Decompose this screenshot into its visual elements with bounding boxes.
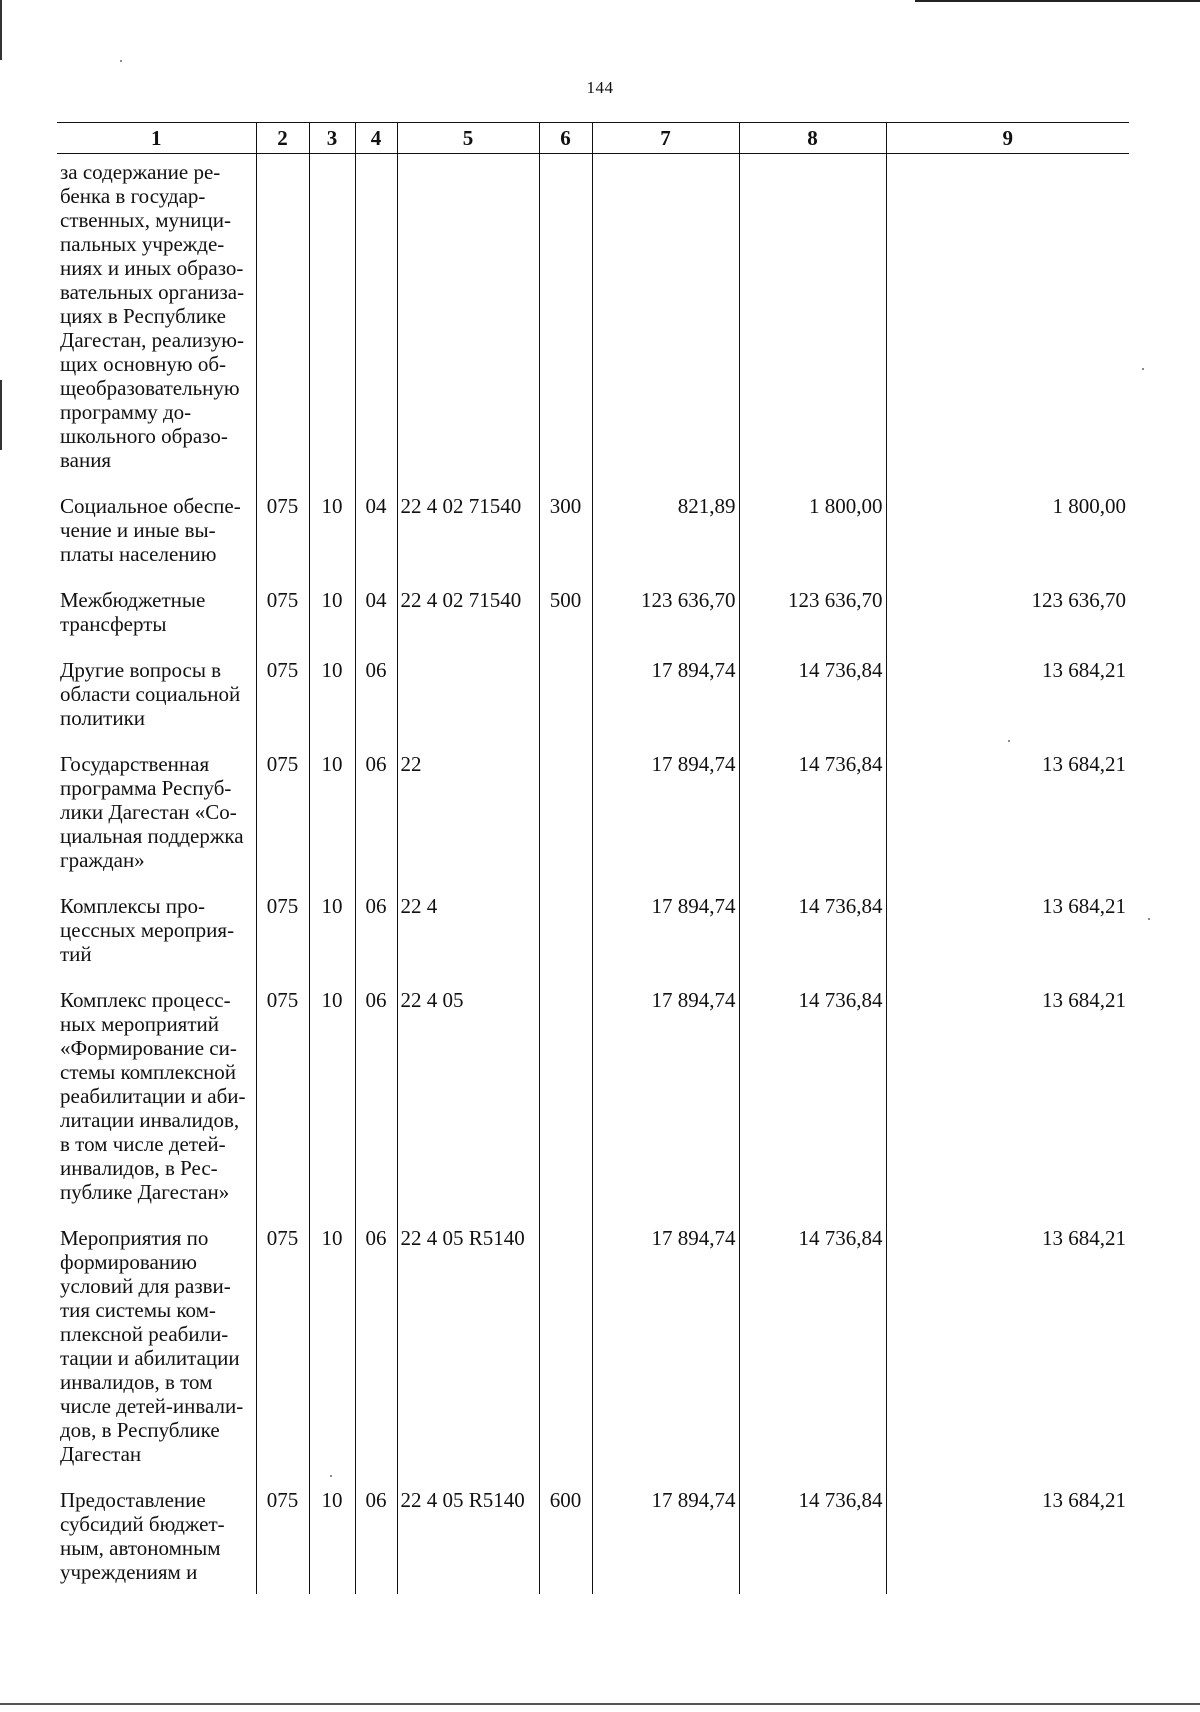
cell-target-article xyxy=(397,652,539,746)
cell-amount-year2: 14 736,84 xyxy=(739,1482,886,1594)
cell-amount-year1: 17 894,74 xyxy=(592,1482,739,1594)
cell-amount-year3: 1 800,00 xyxy=(886,488,1129,582)
table-row xyxy=(57,582,1129,652)
cell-amount-year3: 13 684,21 xyxy=(886,1482,1129,1594)
cell-section: 10 xyxy=(309,1220,355,1482)
top-scan-rule xyxy=(915,0,1200,2)
cell-subsection: 06 xyxy=(355,982,397,1220)
cell-section: 10 xyxy=(309,488,355,582)
cell-subsection: 06 xyxy=(355,652,397,746)
cell-amount-year2: 14 736,84 xyxy=(739,888,886,982)
column-header: 5 xyxy=(397,123,539,154)
table-row xyxy=(57,746,1129,888)
cell-amount-year3: 13 684,21 xyxy=(886,888,1129,982)
cell-ministry: 075 xyxy=(256,1220,309,1482)
table-row xyxy=(57,488,1129,582)
row-name: Комплексы про- цессных мероприя- тий xyxy=(60,894,235,966)
column-header: 1 xyxy=(57,123,256,154)
cell-amount-year2: 1 800,00 xyxy=(739,488,886,582)
table-row xyxy=(57,652,1129,746)
cell-target-article: 22 4 02 71540 xyxy=(397,582,539,652)
column-header: 6 xyxy=(539,123,592,154)
budget-table xyxy=(57,122,1129,1594)
cell-amount-year2: 14 736,84 xyxy=(739,1220,886,1482)
row-name: Мероприятия по формированию условий для разви- тия системы ком- плексной реабили- тации и абилитации инвалидов, в том числе детей-инвали- дов, в Республике Дагестан xyxy=(60,1226,244,1466)
scan-speck xyxy=(1142,368,1144,370)
row-name: Социальное обеспе- чение и иные вы- платы населению xyxy=(60,494,241,566)
cell-subsection xyxy=(355,154,397,489)
cell-subsection: 06 xyxy=(355,1220,397,1482)
cell-amount-year2 xyxy=(739,154,886,489)
left-scan-mark xyxy=(0,380,2,450)
cell-expense-type xyxy=(539,1220,592,1482)
cell-amount-year3: 13 684,21 xyxy=(886,982,1129,1220)
cell-ministry xyxy=(256,154,309,489)
column-header: 4 xyxy=(355,123,397,154)
row-name: Государственная программа Респуб- лики Дагестан «Со- циальная поддержка граждан» xyxy=(60,752,244,872)
cell-amount-year2: 14 736,84 xyxy=(739,982,886,1220)
cell-expense-type xyxy=(539,982,592,1220)
cell-section: 10 xyxy=(309,582,355,652)
cell-amount-year3: 13 684,21 xyxy=(886,1220,1129,1482)
cell-section: 10 xyxy=(309,982,355,1220)
cell-target-article: 22 4 05 xyxy=(397,982,539,1220)
row-name: Межбюджетные трансферты xyxy=(60,588,206,636)
cell-target-article: 22 4 02 71540 xyxy=(397,488,539,582)
cell-expense-type xyxy=(539,888,592,982)
column-header: 8 xyxy=(739,123,886,154)
table-row xyxy=(57,1482,1129,1594)
cell-amount-year1: 17 894,74 xyxy=(592,1220,739,1482)
scan-speck xyxy=(120,60,122,62)
cell-ministry: 075 xyxy=(256,746,309,888)
cell-ministry: 075 xyxy=(256,582,309,652)
cell-expense-type: 300 xyxy=(539,488,592,582)
cell-ministry: 075 xyxy=(256,488,309,582)
table-header-row xyxy=(57,123,1129,154)
cell-amount-year3 xyxy=(886,154,1129,489)
cell-ministry: 075 xyxy=(256,1482,309,1594)
cell-target-article: 22 4 xyxy=(397,888,539,982)
cell-amount-year3: 13 684,21 xyxy=(886,652,1129,746)
row-name: Предоставление субсидий бюджет- ным, автономным учреждениям и xyxy=(60,1488,225,1584)
cell-amount-year1: 17 894,74 xyxy=(592,746,739,888)
column-header: 7 xyxy=(592,123,739,154)
cell-section: 10 xyxy=(309,888,355,982)
cell-amount-year1: 17 894,74 xyxy=(592,888,739,982)
cell-subsection: 06 xyxy=(355,1482,397,1594)
table-row xyxy=(57,888,1129,982)
cell-amount-year3: 123 636,70 xyxy=(886,582,1129,652)
cell-amount-year1 xyxy=(592,154,739,489)
column-header: 3 xyxy=(309,123,355,154)
cell-ministry: 075 xyxy=(256,982,309,1220)
table-row xyxy=(57,154,1129,489)
cell-amount-year1: 17 894,74 xyxy=(592,652,739,746)
page-number: 144 xyxy=(586,78,614,97)
cell-ministry: 075 xyxy=(256,888,309,982)
cell-subsection: 06 xyxy=(355,888,397,982)
cell-section: 10 xyxy=(309,746,355,888)
cell-expense-type: 600 xyxy=(539,1482,592,1594)
cell-ministry: 075 xyxy=(256,652,309,746)
cell-amount-year1: 17 894,74 xyxy=(592,982,739,1220)
row-name: Комплекс процесс- ных мероприятий «Формирование си- стемы комплексной реабилитации и аби- литации инвалидов, в том числе детей- инвалидов, в Рес- публике Дагестан» xyxy=(60,988,246,1204)
cell-amount-year1: 821,89 xyxy=(592,488,739,582)
column-header: 9 xyxy=(886,123,1129,154)
cell-target-article: 22 xyxy=(397,746,539,888)
cell-subsection: 06 xyxy=(355,746,397,888)
bottom-scan-rule xyxy=(0,1703,1200,1705)
cell-section: 10 xyxy=(309,1482,355,1594)
cell-expense-type xyxy=(539,746,592,888)
cell-amount-year2: 14 736,84 xyxy=(739,652,886,746)
scan-speck xyxy=(1148,918,1150,920)
cell-target-article xyxy=(397,154,539,489)
cell-amount-year2: 14 736,84 xyxy=(739,746,886,888)
table-row xyxy=(57,982,1129,1220)
left-scan-mark xyxy=(0,0,2,60)
cell-target-article: 22 4 05 R5140 xyxy=(397,1220,539,1482)
row-name: за содержание ре- бенка в государ- ственных, муници- пальных учрежде- ниях и иных образо- вательных организа- циях в Республике Дагестан, реализую- щих основную об- щеобразовательную программу до- школьного образо- вания xyxy=(60,160,245,472)
cell-expense-type xyxy=(539,154,592,489)
cell-expense-type: 500 xyxy=(539,582,592,652)
cell-amount-year1: 123 636,70 xyxy=(592,582,739,652)
cell-expense-type xyxy=(539,652,592,746)
column-header: 2 xyxy=(256,123,309,154)
table-row xyxy=(57,1220,1129,1482)
cell-amount-year2: 123 636,70 xyxy=(739,582,886,652)
cell-section: 10 xyxy=(309,652,355,746)
cell-target-article: 22 4 05 R5140 xyxy=(397,1482,539,1594)
cell-section xyxy=(309,154,355,489)
cell-subsection: 04 xyxy=(355,582,397,652)
row-name: Другие вопросы в области социальной политики xyxy=(60,658,241,730)
cell-amount-year3: 13 684,21 xyxy=(886,746,1129,888)
cell-subsection: 04 xyxy=(355,488,397,582)
